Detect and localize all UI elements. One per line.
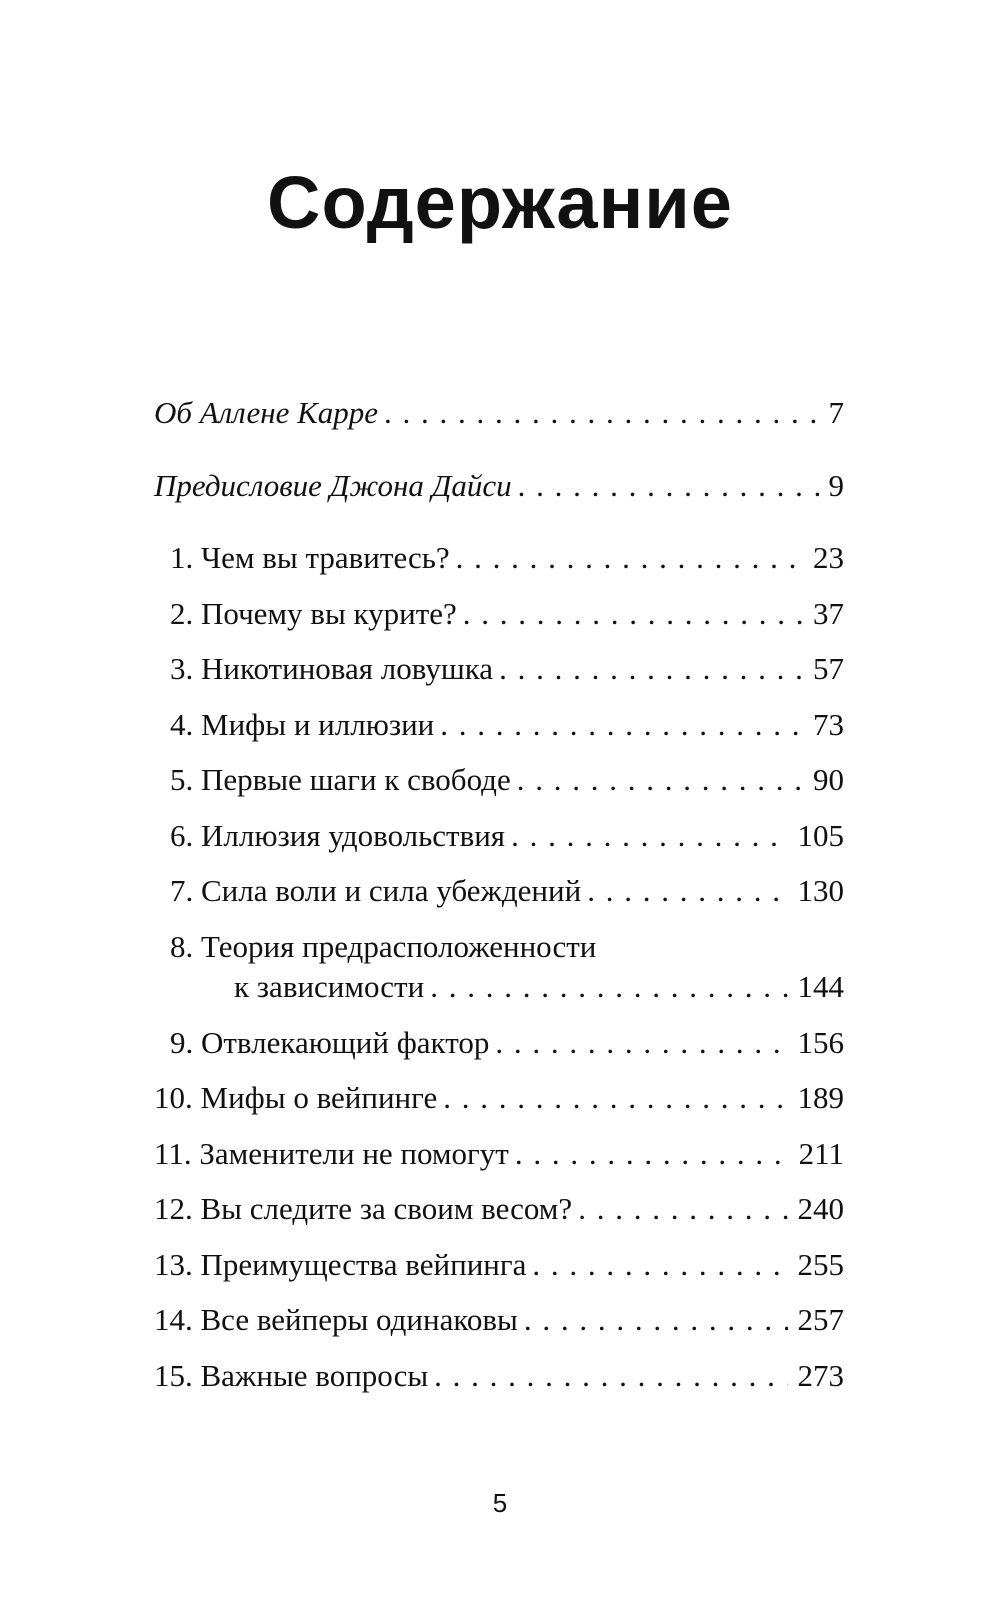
page-title: Содержание (267, 161, 733, 244)
dot-leader (515, 1136, 789, 1172)
chapter-number: 4. (170, 707, 194, 742)
toc-entry-page: 130 (797, 873, 844, 908)
chapter-number: 12. (154, 1191, 193, 1226)
chapter-number: 15. (154, 1358, 193, 1393)
toc-entry-label: Важные вопросы (200, 1358, 429, 1393)
page-number: 5 (492, 1488, 508, 1518)
toc-entry-chapter-12 (154, 1191, 844, 1227)
dot-leader (518, 468, 819, 504)
toc-entry-label: Никотиновая ловушка (201, 651, 494, 686)
toc-entry-page: 255 (797, 1247, 844, 1282)
toc-entry-chapter-9 (154, 1025, 844, 1061)
toc-entry-label: Мифы о вейпинге (200, 1080, 438, 1115)
toc-entry-page: 57 (813, 651, 844, 686)
toc-entry-page: 90 (813, 762, 844, 797)
toc-entry-page: 23 (813, 540, 844, 575)
chapter-number: 6. (170, 818, 194, 853)
toc-entry-chapter-8-line-1 (154, 929, 844, 965)
toc-entry-label: Иллюзия удовольствия (201, 818, 506, 853)
toc-entry-label: Заменители не помогут (199, 1136, 509, 1171)
toc-entry-label: Предисловие Джона Дайси (154, 468, 512, 503)
toc-entry-page: 9 (828, 468, 844, 503)
toc-entry-foreword (154, 468, 844, 504)
toc-entry-chapter-5 (154, 762, 844, 798)
toc-entry-label: Отвлекающий фактор (201, 1025, 490, 1060)
toc-entry-label: Все вейперы одинаковы (200, 1302, 518, 1337)
toc-entry-page: 7 (828, 395, 844, 430)
toc-entry-chapter-3 (154, 651, 844, 687)
toc-entry-chapter-15 (154, 1358, 844, 1394)
dot-leader (517, 762, 803, 798)
toc-entry-about-author (154, 395, 844, 431)
chapter-number: 14. (154, 1302, 193, 1337)
dot-leader (524, 1302, 788, 1338)
toc-entry-page: 37 (813, 596, 844, 631)
toc-entry-page: 105 (797, 818, 844, 853)
toc-entry-label: Преимущества вейпинга (200, 1247, 527, 1282)
chapter-number: 1. (170, 540, 194, 575)
chapter-number: 7. (170, 873, 194, 908)
chapter-number: 13. (154, 1247, 193, 1282)
dot-leader (463, 596, 803, 632)
dot-leader (440, 707, 803, 743)
toc-entry-chapter-4 (154, 707, 844, 743)
toc-entry-label: Сила воли и сила убеждений (201, 873, 582, 908)
toc-entry-page: 240 (797, 1191, 844, 1226)
toc-entry-label: Мифы и иллюзии (201, 707, 435, 742)
toc-entry-page: 273 (797, 1358, 844, 1393)
toc-entry-chapter-6 (154, 818, 844, 854)
toc-entry-label: Теория предрасположенности (201, 929, 597, 964)
toc-entry-chapter-1 (154, 540, 844, 576)
dot-leader (511, 818, 787, 854)
toc-entry-page: 144 (797, 969, 844, 1004)
dot-leader (587, 873, 787, 909)
dot-leader (495, 1025, 787, 1061)
chapter-number: 5. (170, 762, 194, 797)
toc-entry-chapter-14 (154, 1302, 844, 1338)
chapter-number: 2. (170, 596, 194, 631)
chapter-number: 3. (170, 651, 194, 686)
dot-leader (434, 1358, 787, 1394)
toc-entry-chapter-7 (154, 873, 844, 909)
toc-entry-chapter-2 (154, 596, 844, 632)
chapter-number: 10. (154, 1080, 193, 1115)
dot-leader (430, 969, 787, 1005)
toc-entry-label: Почему вы курите? (201, 596, 457, 631)
toc-entry-page: 211 (798, 1136, 844, 1171)
toc-entry-chapter-13 (154, 1247, 844, 1283)
toc-entry-page: 189 (797, 1080, 844, 1115)
dot-leader (456, 540, 803, 576)
dot-leader (499, 651, 803, 687)
toc-entry-page: 257 (797, 1302, 844, 1337)
dot-leader (384, 395, 819, 431)
toc-entry-chapter-8-line-2 (154, 969, 844, 1005)
dot-leader (443, 1080, 787, 1116)
toc-entry-chapter-10 (154, 1080, 844, 1116)
dot-leader (578, 1191, 787, 1227)
toc-entry-chapter-11 (154, 1136, 844, 1172)
toc-entry-label: Об Аллене Карре (154, 395, 378, 430)
dot-leader (532, 1247, 787, 1283)
chapter-number: 9. (170, 1025, 194, 1060)
chapter-number: 11. (154, 1136, 192, 1171)
toc-entry-label: Чем вы травитесь? (201, 540, 450, 575)
toc-entry-page: 156 (797, 1025, 844, 1060)
toc-entry-page: 73 (813, 707, 844, 742)
chapter-number: 8. (170, 929, 194, 964)
toc-entry-label: Вы следите за своим весом? (200, 1191, 573, 1226)
toc-entry-label-continued: к зависимости (234, 969, 425, 1004)
toc-entry-label: Первые шаги к свободе (201, 762, 511, 797)
